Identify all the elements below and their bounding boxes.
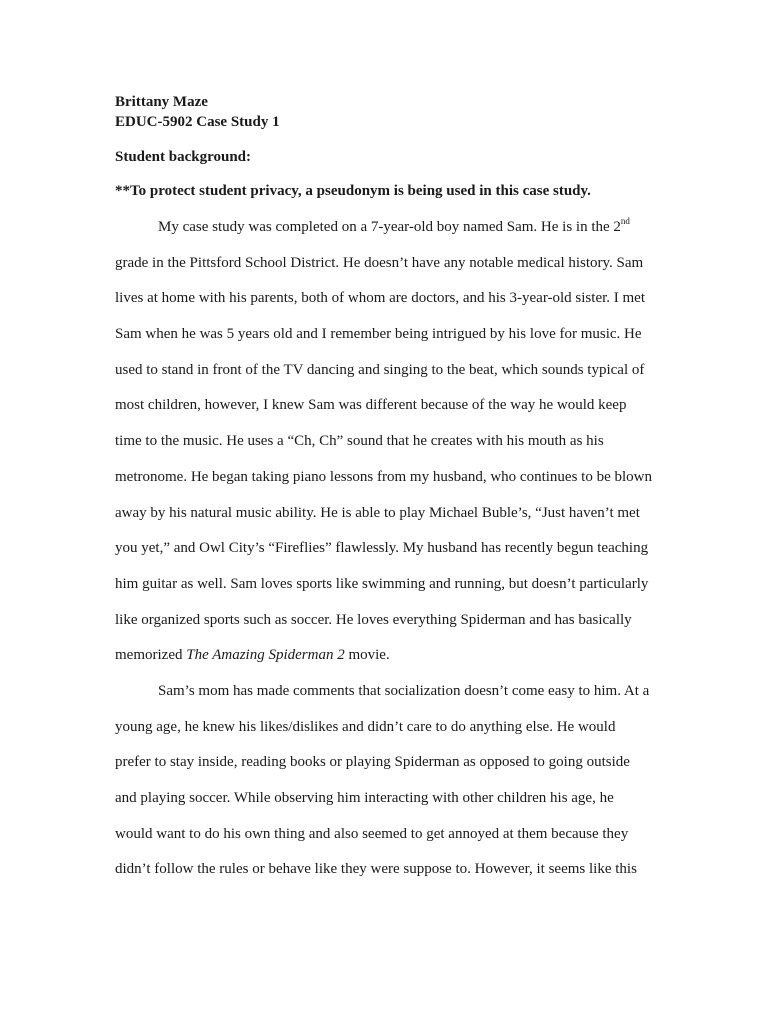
paragraph-1-line: you yet,” and Owl City’s “Fireflies” flawlessly. My husband has recently begun teaching — [115, 540, 649, 557]
paragraph-2-line: didn’t follow the rules or behave like they were suppose to. However, it seems like this — [115, 861, 637, 878]
paragraph-1-line: metronome. He began taking piano lessons from my husband, who continues to be blown — [115, 468, 652, 485]
paragraph-1-line: away by his natural music ability. He is able to play Michael Buble’s, “Just haven’t met — [115, 504, 640, 521]
paragraph-1-line: used to stand in front of the TV dancing and singing to the beat, which sounds typical of — [115, 361, 645, 378]
author-name: Brittany Maze — [115, 94, 208, 110]
line-text: movie. — [344, 647, 390, 664]
paragraph-2-line: would want to do his own thing and also seemed to get annoyed at them because they — [115, 825, 629, 842]
paragraph-2-line: young age, he knew his likes/dislikes and didn’t care to do anything else. He would — [115, 718, 616, 735]
privacy-notice: **To protect student privacy, a pseudonym is being used in this case study. — [115, 183, 591, 199]
section-heading: Student background: — [115, 149, 252, 165]
body-text — [115, 216, 660, 894]
paragraph-1-line: like organized sports such as soccer. He loves everything Spiderman and has basically — [115, 611, 632, 628]
paragraph-1-line: lives at home with his parents, both of whom are doctors, and his 3-year-old sister. I met — [115, 290, 646, 307]
paragraph-1-line: time to the music. He uses a “Ch, Ch” sound that he creates with his mouth as his — [115, 433, 604, 450]
paragraph-1-line: most children, however, I knew Sam was different because of the way he would keep — [115, 397, 627, 414]
paragraph-1-line — [115, 216, 660, 252]
document-header — [115, 92, 675, 132]
line-text: memorized — [115, 647, 187, 664]
course-title: EDUC-5902 Case Study 1 — [115, 114, 280, 130]
paragraph-2-line: Sam’s mom has made comments that socialization doesn’t come easy to him. At a — [158, 682, 650, 699]
movie-title: The Amazing Spiderman 2 — [186, 647, 345, 664]
paragraph-1-line — [115, 644, 660, 680]
paragraph-1-line: Sam when he was 5 years old and I remember being intrigued by his love for music. He — [115, 326, 642, 343]
paragraph-1-line: grade in the Pittsford School District. He doesn’t have any notable medical history. Sam — [115, 254, 644, 271]
ordinal-superscript: nd — [620, 216, 630, 226]
paragraph-2-line: and playing soccer. While observing him interacting with other children his age, he — [115, 790, 614, 806]
paragraph-1-line: him guitar as well. Sam loves sports like swimming and running, but doesn’t particularly — [115, 575, 649, 592]
line-text: My case study was completed on a 7-year-old boy named Sam. He is in the 2 — [158, 219, 621, 235]
paragraph-2-line: prefer to stay inside, reading books or playing Spiderman as opposed to going outside — [115, 754, 630, 771]
